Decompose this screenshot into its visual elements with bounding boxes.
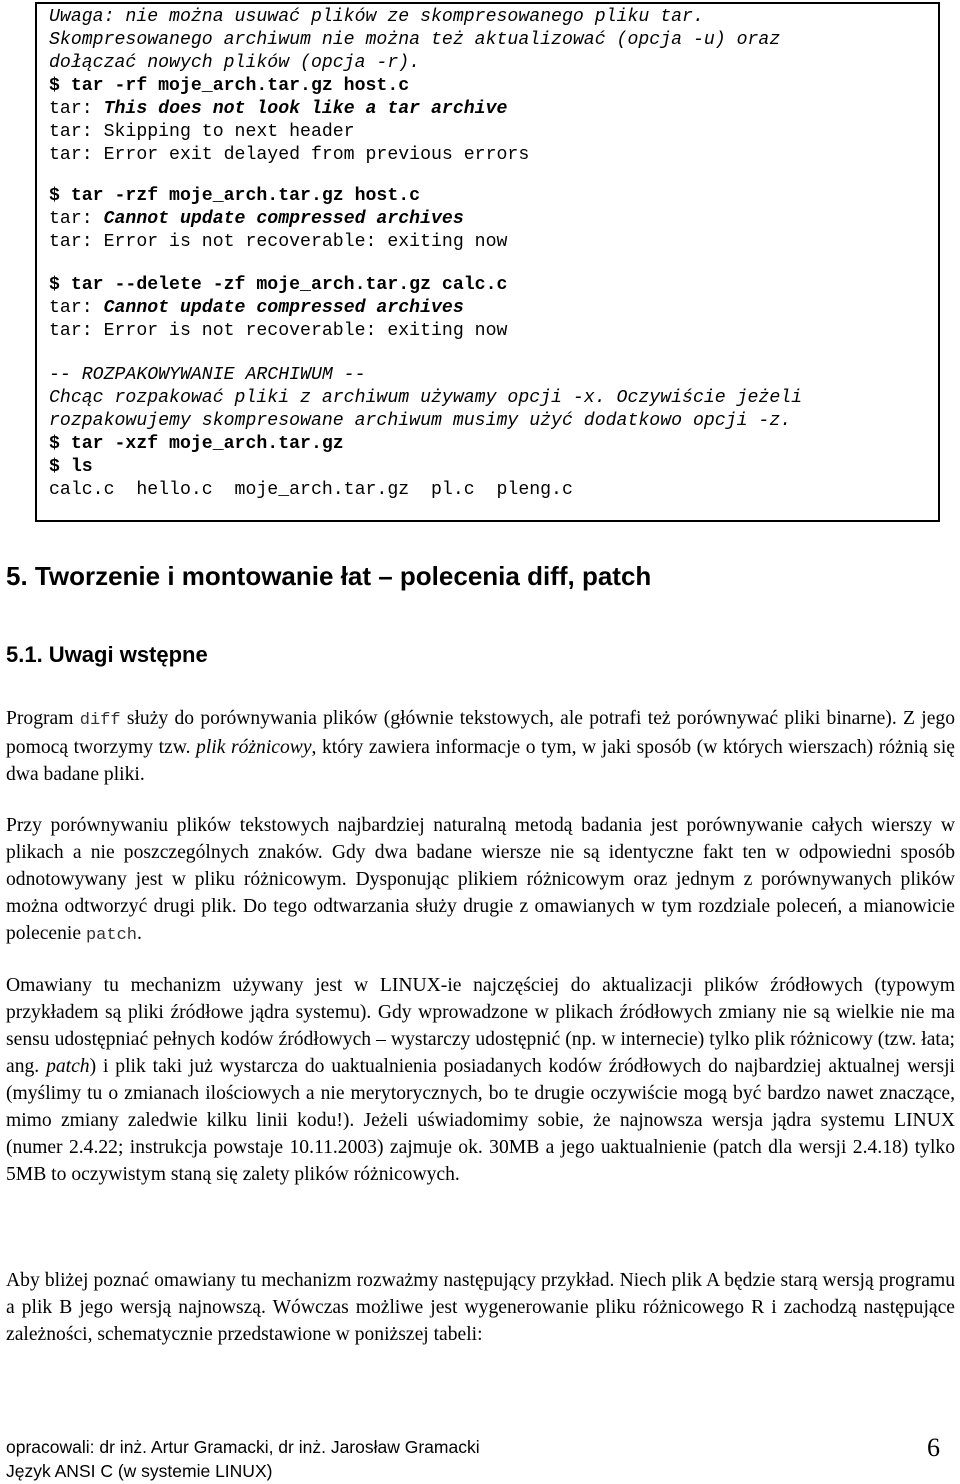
paragraph-text: Omawiany tu mechanizm używany jest w LINUX-ie najczęściej do aktualizacji plików źródłowych (typowym przykładem są pliki źródłowe jądra systemu). Gdy wprowadzone w plikach źródłowych zmiany nie są wielkie nie ma sensu udostępniać pełnych kodów źródłowych – wystarczy udostępnić (np. w internecie) tylko plik różnicowy (tzw. łata; ang. [6,975,955,1077]
output-message: This does not look like a tar archive [103,99,508,119]
footer-authors: opracowali: dr inż. Artur Gramacki, dr inż. Jarosław Gramacki [6,1437,480,1457]
command-line: $ tar -rzf moje_arch.tar.gz host.c [49,186,421,206]
output-line: tar: Skipping to next header [49,122,355,142]
paragraph [6,812,955,949]
paragraph [6,972,955,1188]
terminal-heading: -- ROZPAKOWYWANIE ARCHIWUM -- [49,365,366,385]
command-line: $ tar --delete -zf moje_arch.tar.gz calc.c [49,275,508,295]
emphasis: patch [46,1056,90,1077]
footer-course: Język ANSI C (w systemie LINUX) [6,1461,273,1481]
paragraph-text: . [136,923,142,944]
subsection-title: 5.1. Uwagi wstępne [6,642,208,667]
paragraph: Aby bliżej poznać omawiany tu mechanizm rozważmy następujący przykład. Niech plik A będzie starą wersją programu a plik B jego wersją najnowszą. Wówczas możliwe jest wygenerowanie pliku różnicowego R i zachodzą następujące zależności, schematycznie przedstawione w poniższej tabeli: [6,1270,955,1345]
command-line: $ ls [49,457,93,477]
ls-output: calc.c hello.c moje_arch.tar.gz pl.c pleng.c [49,480,573,500]
note-line: Skompresowanego archiwum nie można też aktualizować (opcja -u) oraz [49,30,781,50]
paragraph-text: służy do porównywania plików (głównie tekstowych, ale potrafi też porównywać pliki binarne). Z jego pomocą tworzymy tzw. [6,708,955,758]
paragraph [6,705,955,788]
output-line: tar: Error is not recoverable: exiting now [49,232,508,252]
note-line: Uwaga: nie można usuwać plików ze skompresowanego pliku tar. [49,7,704,27]
paragraph-text: ) i plik taki już wystarcza do uaktualnienia posiadanych kodów źródłowych do najbardziej aktualnej wersji (myślimy tu o zmianach ilościowych a nie merytorycznych, bo te drugie oczywiście mogą być bardzo nawet znaczące, mimo zmiany zaledwie kilku linii kodu!). Jeżeli uświadomimy sobie, że najnowsza wersja jądra systemu LINUX (numer 2.4.22; instrukcja powstaje 10.11.2003) zajmuje ok. 30MB a jego uaktualnienie (patch dla wersji 2.4.18) tylko 5MB to oczywistym staną się zalety plików różnicowych. [6,1056,955,1185]
command-line: $ tar -rf moje_arch.tar.gz host.c [49,76,410,96]
note-line: rozpakowujemy skompresowane archiwum musimy użyć dodatkowo opcji -z. [49,411,792,431]
terminal-block-2 [49,185,507,254]
output-line: tar: Error is not recoverable: exiting now [49,321,508,341]
output-prefix: tar: [49,298,104,318]
output-prefix: tar: [49,209,104,229]
note-line: Chcąc rozpakować pliki z archiwum używamy opcji -x. Oczywiście jeżeli [49,388,803,408]
command-line: $ tar -xzf moje_arch.tar.gz [49,434,344,454]
terminal-block-3 [49,274,507,343]
inline-code: patch [85,926,137,945]
output-message: Cannot update compressed archives [103,298,464,318]
page-number: 6 [927,1433,940,1462]
emphasis: plik różnicowy [196,737,312,758]
output-line: tar: Error exit delayed from previous errors [49,145,530,165]
terminal-block-4 [49,364,802,502]
output-prefix: tar: [49,99,104,119]
note-line: dołączać nowych plików (opcja -r). [49,53,421,73]
output-message: Cannot update compressed archives [103,209,464,229]
section-title: 5. Tworzenie i montowanie łat – polecenia diff, patch [6,561,652,591]
paragraph-text: Przy porównywaniu plików tekstowych najbardziej naturalną metodą badania jest porównywanie całych wierszy w plikach a nie poszczególnych znaków. Gdy dwa badane wiersze nie są identyczne fakt ten w odpowiedni sposób odnotowywany jest w pliku różnicowym. Dysponując plikiem różnicowym oraz jednym z porównywanych plików można odtworzyć drugi plik. Do tego odtwarzania służy drugie z omawianych w tym rozdziale poleceń, a mianowicie polecenie [6,815,955,944]
terminal-note [49,6,780,167]
inline-code: diff [79,711,121,730]
paragraph-text: Program [6,708,80,729]
paragraph-text: , który zawiera informacje o tym, w jaki sposób (w których wierszach) różnią się dwa badane pliki. [6,737,955,785]
